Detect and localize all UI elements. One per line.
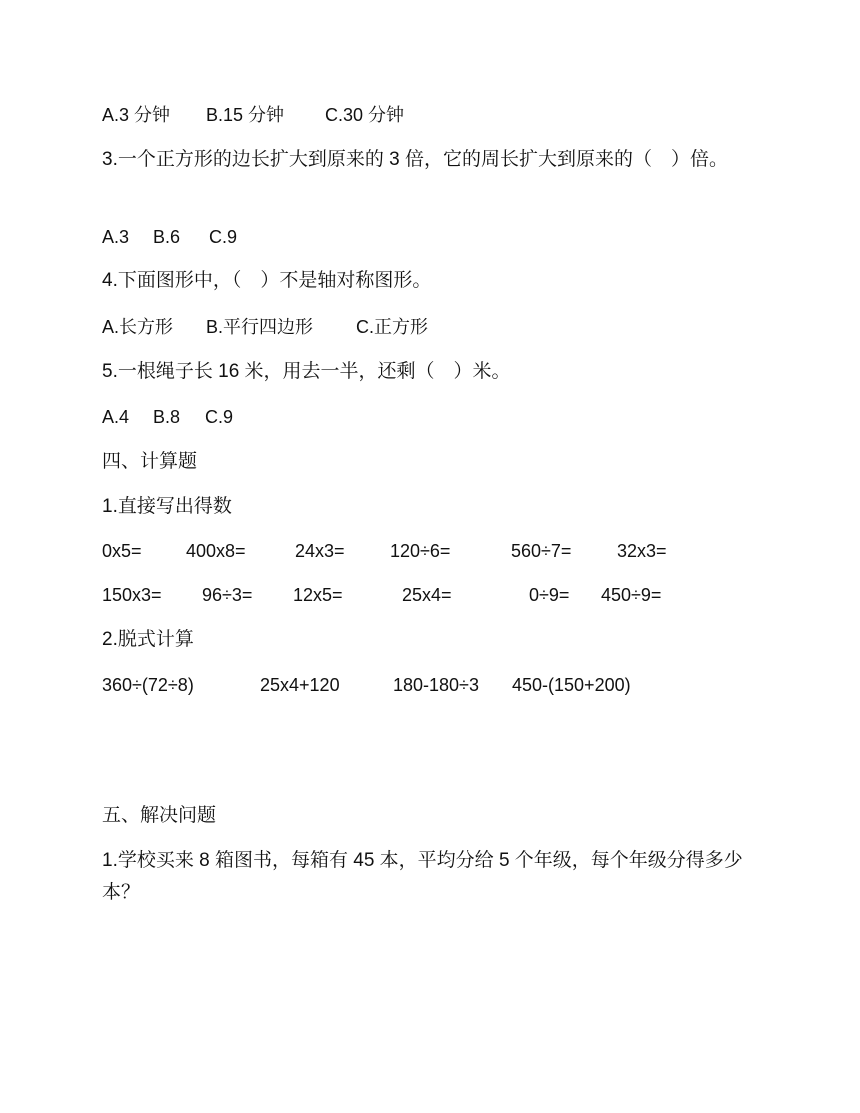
q5-option-c: C.9 [205, 407, 234, 427]
calc-item: 0x5= [102, 541, 142, 561]
calc-item: 120÷6= [390, 541, 451, 561]
q5-option-a: A.4 [102, 407, 130, 427]
calc-item: 96÷3= [202, 585, 253, 605]
q2-option-b: B.15 分钟 [206, 105, 285, 125]
q5-question: 5.一根绳子长 16 米，用去一半，还剩（ ）米。 [102, 361, 511, 382]
q3-question: 3.一个正方形的边长扩大到原来的 3 倍，它的周长扩大到原来的（ ）倍。 [102, 149, 728, 170]
calc-item: 12x5= [293, 585, 343, 605]
section5-q1: 1.学校买来 8 箱图书，每箱有 45 本，平均分给 5 个年级，每个年级分得多少本？ [102, 850, 743, 903]
calc-item: 450÷9= [601, 585, 662, 605]
calc-item: 32x3= [617, 541, 667, 561]
q4-option-b: B.平行四边形 [206, 317, 314, 337]
section5-title: 五、解决问题 [102, 805, 217, 826]
calc-item: 25x4= [402, 585, 452, 605]
section4-sub1-title: 1.直接写出得数 [102, 496, 232, 517]
q3-option-a: A.3 [102, 227, 130, 247]
stepwise-item: 360÷(72÷8) [102, 675, 194, 695]
calc-item: 24x3= [295, 541, 345, 561]
q2-option-a: A.3 分钟 [102, 105, 171, 125]
calc-item: 0÷9= [529, 585, 570, 605]
calc-item: 560÷7= [511, 541, 572, 561]
q3-option-b: B.6 [153, 227, 181, 247]
q4-question: 4.下面图形中，（ ）不是轴对称图形。 [102, 270, 432, 291]
q4-option-c: C.正方形 [356, 317, 428, 337]
stepwise-item: 180-180÷3 [393, 675, 479, 695]
calc-item: 400x8= [186, 541, 246, 561]
q5-option-b: B.8 [153, 407, 181, 427]
q3-option-c: C.9 [209, 227, 238, 247]
section4-title: 四、计算题 [102, 451, 198, 472]
section4-sub2-title: 2.脱式计算 [102, 629, 194, 650]
q2-option-c: C.30 分钟 [325, 105, 405, 125]
stepwise-item: 450-(150+200) [512, 675, 631, 695]
stepwise-item: 25x4+120 [260, 675, 340, 695]
q4-option-a: A.长方形 [102, 317, 174, 337]
calc-item: 150x3= [102, 585, 162, 605]
